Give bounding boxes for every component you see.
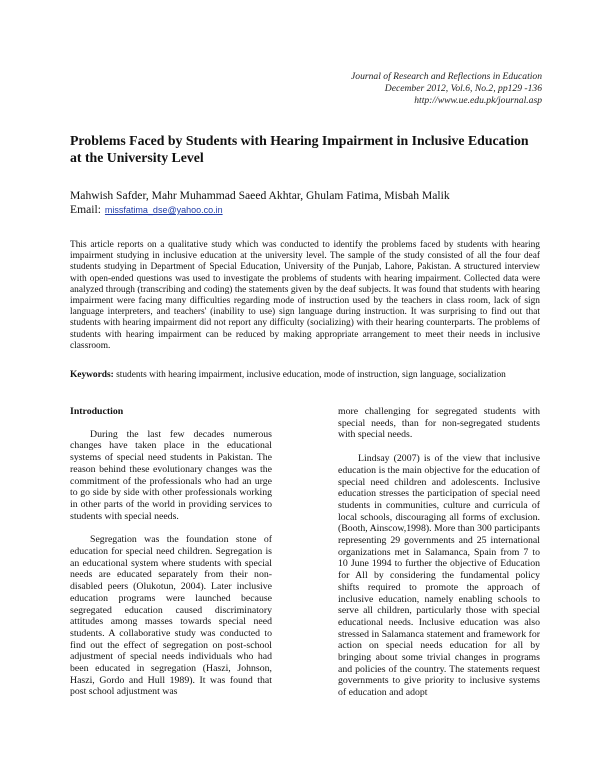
email-line <box>70 203 223 217</box>
email-link[interactable]: missfatima_dse@yahoo.co.in <box>104 205 223 215</box>
journal-name: Journal of Research and Reflections in Education <box>351 71 542 82</box>
journal-header <box>351 71 542 106</box>
keywords-label: Keywords: <box>70 370 114 380</box>
left-column <box>70 406 272 710</box>
email-label: Email: <box>70 203 101 216</box>
section-heading: Introduction <box>70 406 124 417</box>
author-list: Mahwish Safder, Mahr Muhammad Saeed Akhtar, Ghulam Fatima, Misbah Malik <box>70 189 450 202</box>
journal-url: http://www.ue.edu.pk/journal.asp <box>414 94 542 106</box>
abstract: This article reports on a qualitative study which was conducted to identify the problems faced by students with hearing impairment studying in inclusive education at the university level. The sample of the study consisted of all the four deaf students studying in Department of Special Education, University of the Punjab, Lahore, Pakistan. A structured interview with open-ended questions was used to investigate the problems of students with hearing impairment. Collected data were analyzed through (transcribing and coding) the statements given by the deaf subjects. It was found that students with hearing impairment were facing many difficulties regarding mode of instruction used by the teachers in class room, lack of sign language interpreters, and teachers' (inability to use) sign language during instruction. It was surprising to find out that students with hearing impairment did not report any difficulty (socializing) with their hearing counterparts. The problems of students with hearing impairment can be reduced by making appropriate arrangement to meet their needs in inclusive classroom. <box>70 240 540 351</box>
paper-title: Problems Faced by Students with Hearing Impairment in Inclusive Education at the University Level <box>70 133 529 165</box>
keywords-text: students with hearing impairment, inclusive education, mode of instruction, sign language, socialization <box>116 370 506 380</box>
journal-issue: December 2012, Vol.6, No.2, pp129 -136 <box>384 82 542 94</box>
right-column <box>338 406 540 711</box>
paragraph-continuation: more challenging for segregated students with special needs, than for non-segregated students with special needs. <box>338 406 540 441</box>
paragraph: During the last few decades numerous changes have taken place in the educational systems of special need students in Pakistan. The reason behind these evolutionary changes was the commitment of the professionals who had an urge to go side by side with other professionals working in other parts of the world in providing services to students with special needs. <box>70 428 272 522</box>
paragraph: Segregation was the foundation stone of education for special need children. Segregation is an educational system where students with special needs are educated separately from their non-disabled peers (Olukotun, 2004). Later inclusive education programs were launched because segregated education caused discriminatory attitudes among masses towards special need students. A collaborative study was conducted to find out the effect of segregation on post-school adjustment of special needs individuals who had been educated in segregation (Haszi, Johnson, Haszi, Gordo and Hull 1989). It was found that post school adjustment was <box>70 534 272 698</box>
paragraph: Lindsay (2007) is of the view that inclusive education is the main objective for the education of special need children and adolescents. Inclusive education stresses the participation of special need students in communities, culture and curricula of local schools, discouraging all forms of exclusion. (Booth, Ainscow,1998). More than 300 participants representing 29 governments and 25 international organizations met in Salamanca, Spain from 7 to 10 June 1994 to further the objective of Education for All by considering the fundamental policy shifts required to promote the approach of inclusive education, namely enabling schools to serve all children, particularly those with special educational needs. Inclusive education was also stressed in Salamanca statement and framework for action on special needs education for all by bringing about some trivial changes in programs and policies of the country. The statements request governments to give priority to inclusive systems of education and adopt <box>338 453 540 699</box>
keywords <box>70 370 540 381</box>
